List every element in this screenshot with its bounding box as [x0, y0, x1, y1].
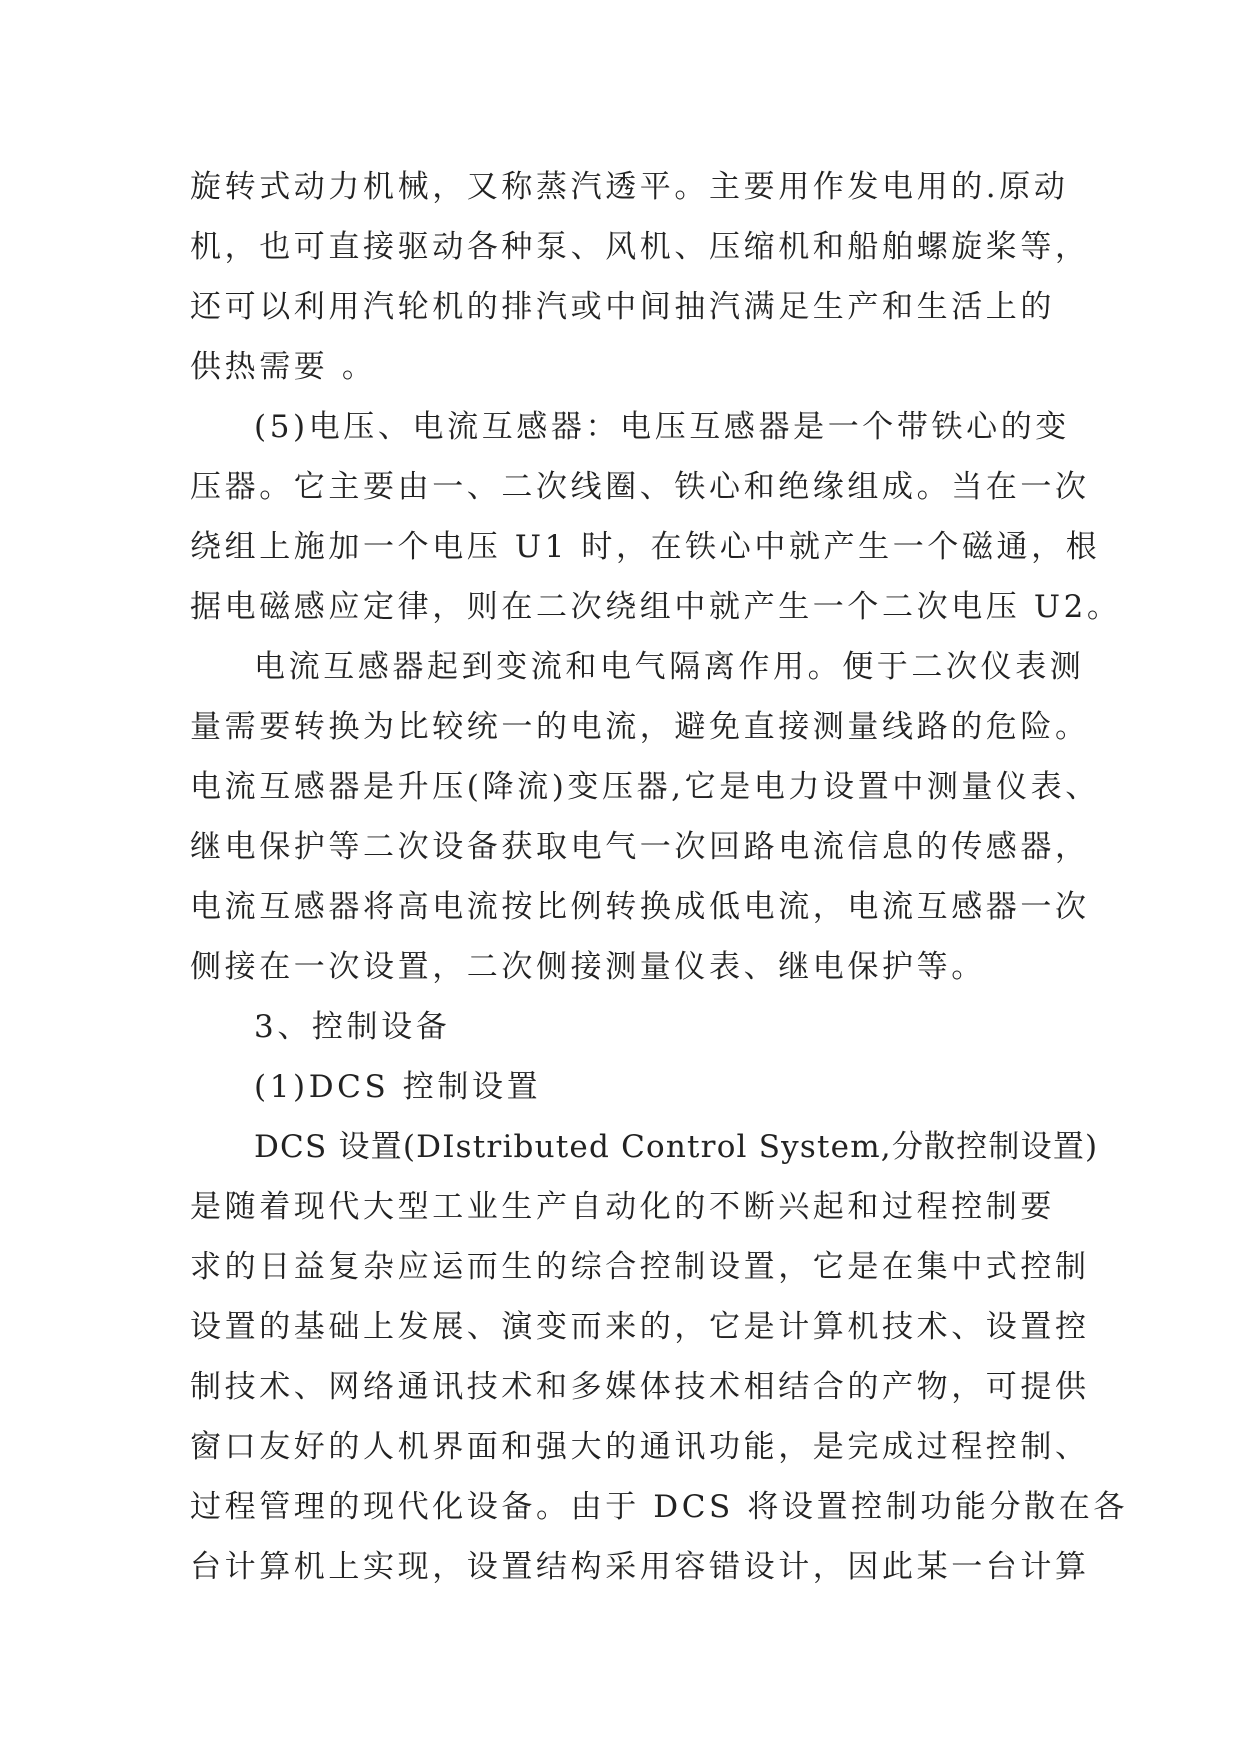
paragraph-line: 是随着现代大型工业生产自动化的不断兴起和过程控制要 — [190, 1189, 1055, 1225]
paragraph-line: (5)电压、电流互感器：电压互感器是一个带铁心的变 — [254, 409, 1070, 445]
paragraph-line: DCS 设置(DIstributed Control System,分散控制设置) — [254, 1129, 1099, 1165]
paragraph-line: 还可以利用汽轮机的排汽或中间抽汽满足生产和生活上的 — [190, 289, 1055, 325]
paragraph-line: 电流互感器将高电流按比例转换成低电流，电流互感器一次 — [190, 889, 1090, 925]
paragraph-line: 过程管理的现代化设备。由于 DCS 将设置控制功能分散在各 — [190, 1489, 1128, 1525]
paragraph-line: 求的日益复杂应运而生的综合控制设置，它是在集中式控制 — [190, 1249, 1090, 1285]
paragraph-line: 制技术、网络通讯技术和多媒体技术相结合的产物，可提供 — [190, 1369, 1090, 1405]
paragraph-line: 压器。它主要由一、二次线圈、铁心和绝缘组成。当在一次 — [190, 469, 1090, 505]
paragraph-line: 旋转式动力机械，又称蒸汽透平。主要用作发电用的.原动 — [190, 169, 1069, 205]
paragraph-line: 电流互感器起到变流和电气隔离作用。便于二次仪表测 — [254, 649, 1085, 685]
paragraph-line: 据电磁感应定律，则在二次绕组中就产生一个二次电压 U2。 — [190, 589, 1122, 625]
paragraph-line: 电流互感器是升压(降流)变压器,它是电力设置中测量仪表、 — [190, 769, 1100, 805]
paragraph-line: 供热需要 。 — [190, 349, 377, 385]
subsection-heading: (1)DCS 控制设置 — [254, 1069, 542, 1105]
paragraph-line: 继电保护等二次设备获取电气一次回路电流信息的传感器， — [190, 829, 1090, 865]
section-heading: 3、控制设备 — [254, 1009, 451, 1045]
paragraph-line: 窗口友好的人机界面和强大的通讯功能，是完成过程控制、 — [190, 1429, 1090, 1465]
paragraph-line: 侧接在一次设置，二次侧接测量仪表、继电保护等。 — [190, 949, 986, 985]
paragraph-line: 设置的基础上发展、演变而来的，它是计算机技术、设置控 — [190, 1309, 1090, 1345]
paragraph-line: 机，也可直接驱动各种泵、风机、压缩机和船舶螺旋桨等， — [190, 229, 1090, 265]
paragraph-line: 台计算机上实现，设置结构采用容错设计，因此某一台计算 — [190, 1549, 1090, 1585]
paragraph-line: 绕组上施加一个电压 U1 时，在铁心中就产生一个磁通，根 — [190, 529, 1101, 565]
paragraph-line: 量需要转换为比较统一的电流，避免直接测量线路的危险。 — [190, 709, 1090, 745]
